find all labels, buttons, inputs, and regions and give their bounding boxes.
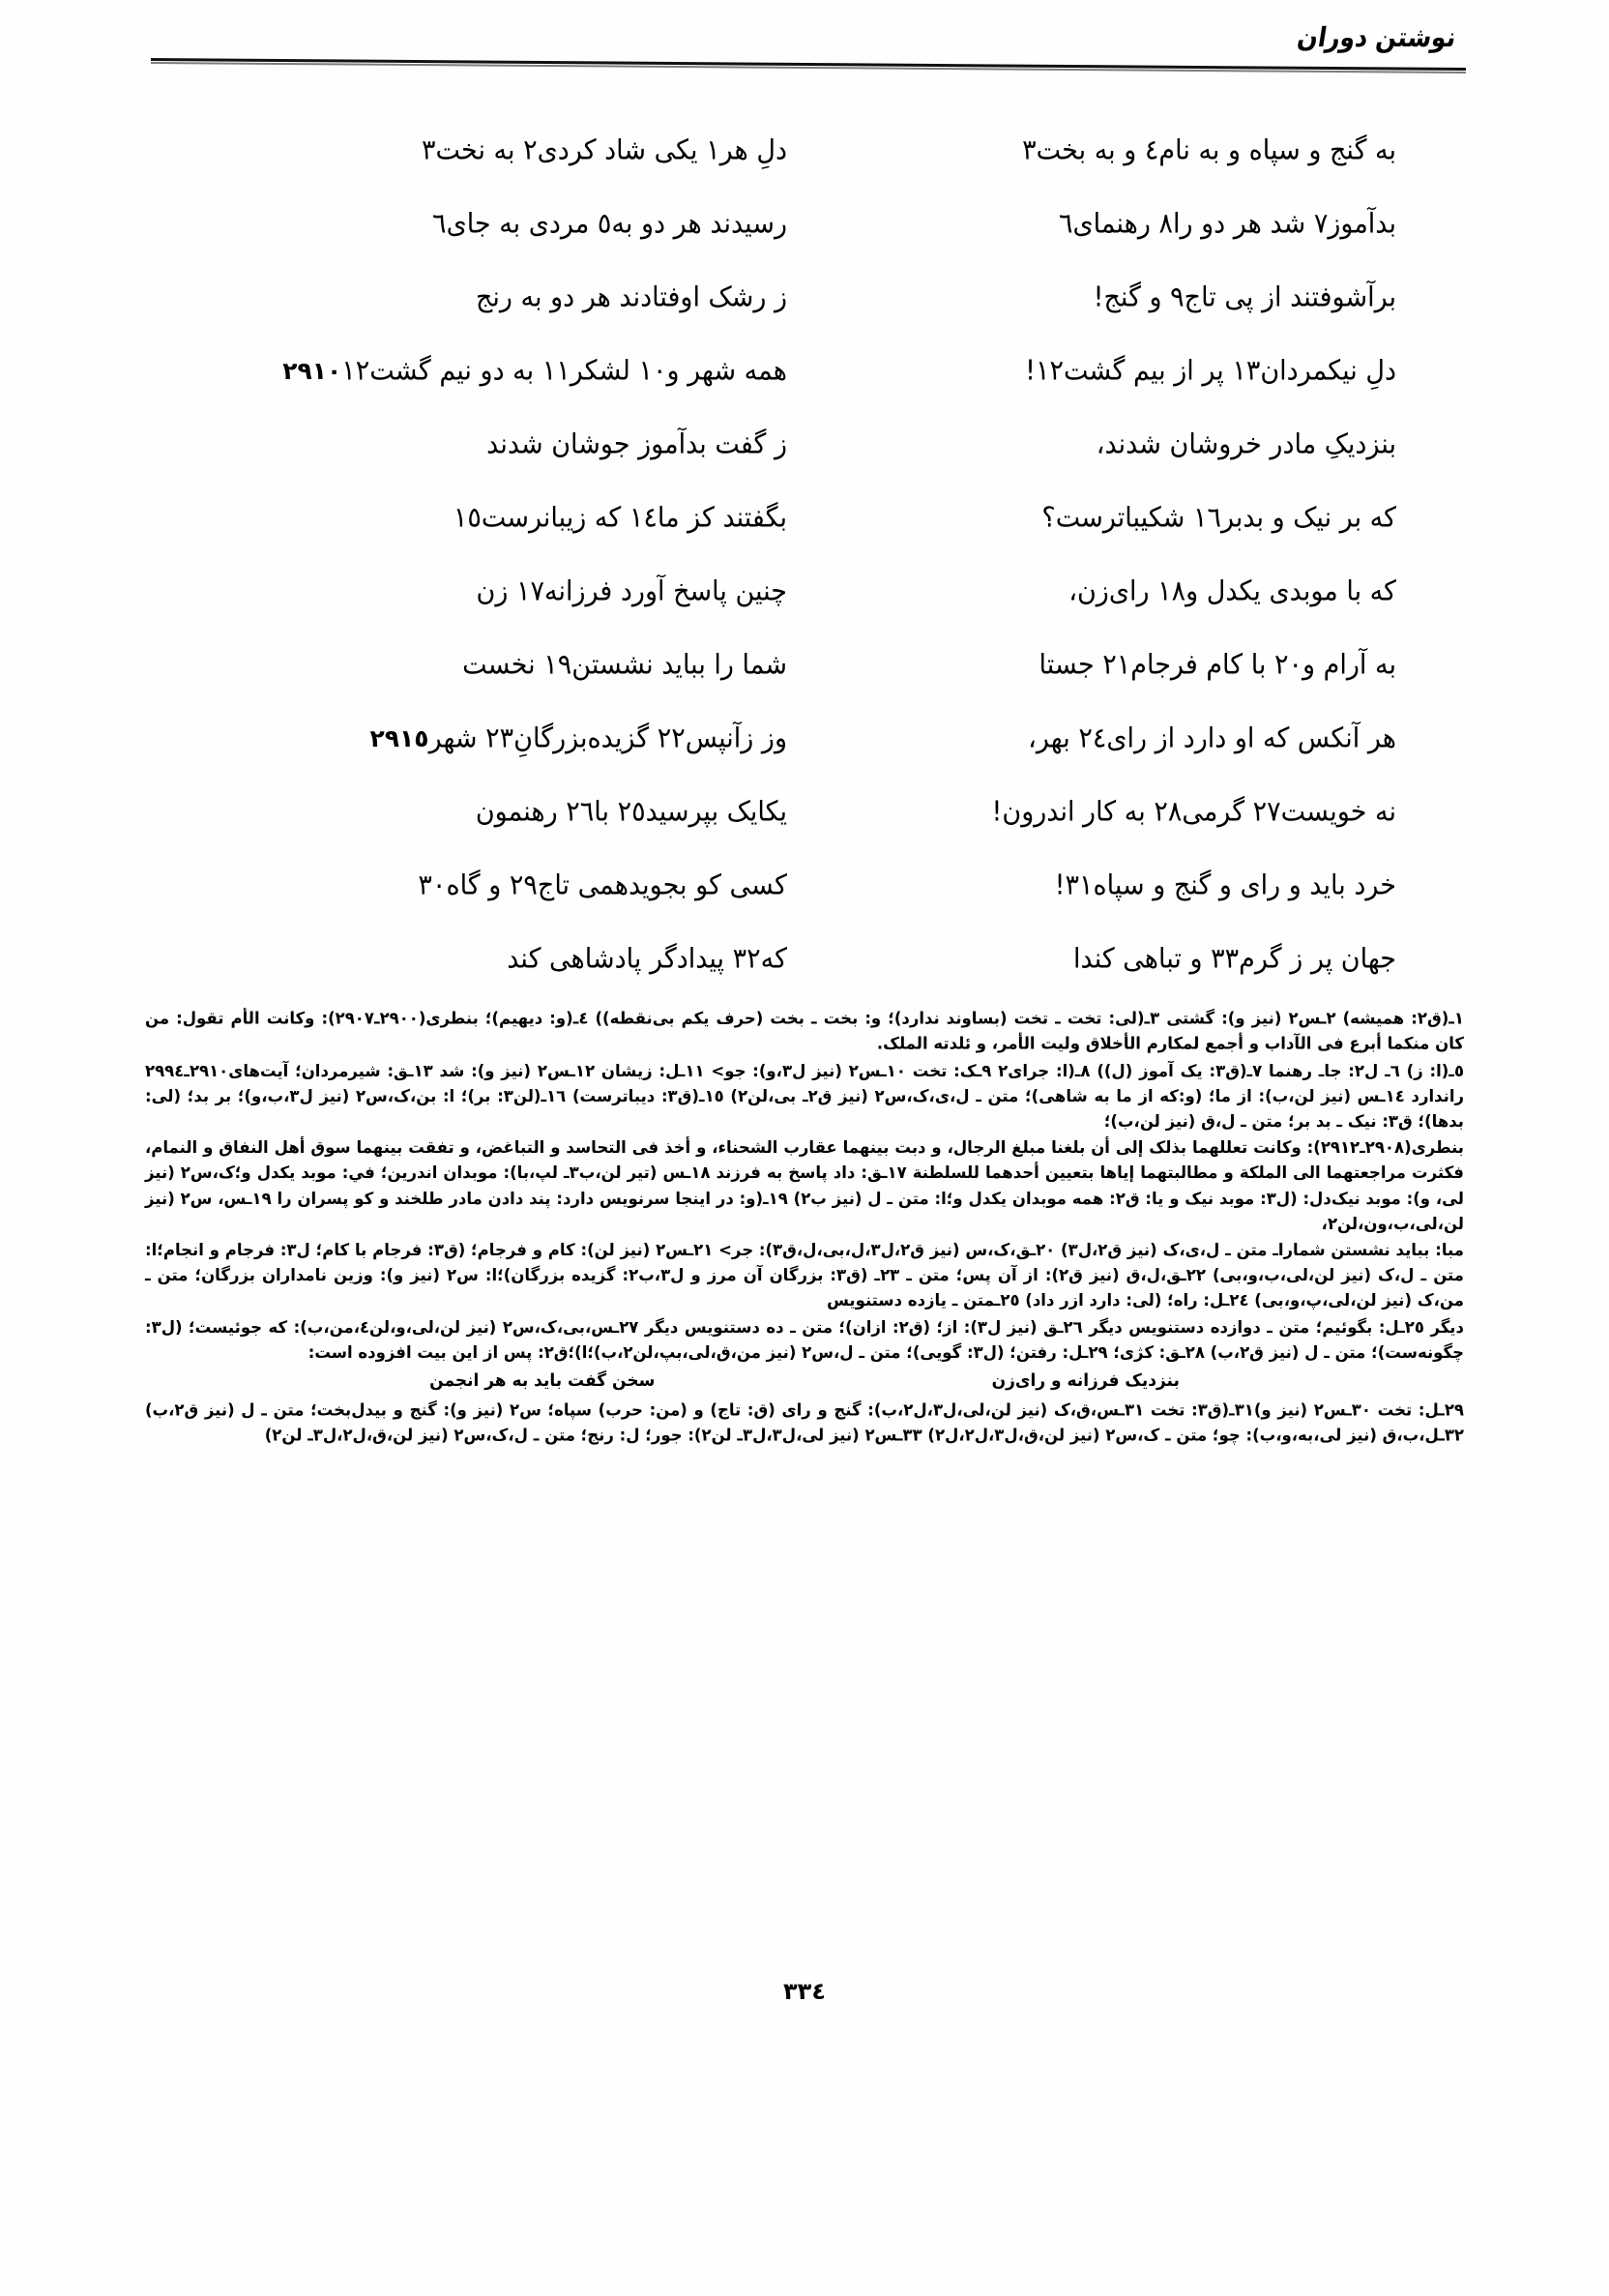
page-number: ٣٣٤: [783, 1978, 826, 2005]
hemistich-right-text: شما را بباید نشستن١٩ نخست: [462, 649, 787, 682]
hemistich-right: [184, 282, 804, 312]
apparatus-inserted-verse: [145, 1369, 1464, 1396]
inserted-verse-left: بنزدیک فرزانه و رای‌زن: [991, 1370, 1180, 1392]
hemistich-right-text: ز رشک اوفتادند هر دو به رنج: [475, 281, 787, 314]
hemistich-left: [804, 723, 1425, 753]
bayt-row: [184, 555, 1425, 629]
bayt-number: ٢٩١٠: [282, 357, 342, 386]
inserted-verse-right: سخن گفت باید به هر انجمن: [429, 1370, 656, 1392]
running-header: [0, 17, 1609, 77]
hemistich-right: [184, 135, 804, 165]
hemistich-right-text: دلِ هر١ یکی شاد کردی٢ به نخت٣: [422, 134, 787, 167]
hemistich-left: [804, 870, 1425, 900]
hemistich-right-text: یکایک بپرسید٢٥ با٢٦ رهنمون: [475, 796, 787, 829]
bayt-number: ٢٩١٥: [369, 724, 429, 753]
hemistich-right-text: بگفتند کز ما١٤ که زیبانرست١٥: [453, 502, 787, 535]
hemistich-right: [184, 797, 804, 827]
hemistich-right-text: وز زآنپس٢٢ گزیده‌بزرگانِ٢٣ شهر: [428, 722, 787, 755]
hemistich-right-text: رسیدند هر دو به٥ مردی به جای٦: [432, 208, 787, 241]
hemistich-left-text: بنزدیکِ مادر خروشان شدند،: [1096, 428, 1396, 461]
hemistich-left: [804, 650, 1425, 680]
bayt-row: [184, 188, 1425, 261]
apparatus-line: مبا: بباید نشستن شماراـ متن ـ ل،ی،ک (نیز ق٢،ل٣) ٢٠ـق،ک،س (نیز ق٢،ل٣،ل،بی،ل،ق٣): جر> ٢١ـس٢ (نیز لن): کام و فرجام؛ (ق٣: فرجام با کام؛ ل٣: فرجام و انجام؛ا: متن ـ ل،ک (نیز لن،لی،ب،و،بی) ٢٢ـق،ل،ق (نیز ق٢): از آن پس؛ متن ـ ٢٣ـ (ق٣: بزرگان آن مرز و ل٣،ب٢: گزیده بزرگان)؛ا: س٢ (نیز و): وزین نامداران بزرگان؛ متن ـ من،ک (نیز لن،لی،پ،و،بی) ٢٤ـل: راه؛ (لی: دارد ازر داد) ٢٥ـمتن ـ یازده دستنویس: [145, 1240, 1464, 1310]
bayt-row: [184, 776, 1425, 849]
verse-block: [184, 114, 1425, 996]
hemistich-right: [184, 944, 804, 974]
hemistich-right-text: چنین پاسخ آورد فرزانه١٧ زن: [476, 575, 787, 608]
hemistich-left-text: خرد باید و رای و گنج و سپاه٣١!: [1054, 869, 1396, 902]
hemistich-right-text: کسی کو بجویدهمی تاج٢٩ و گاه٣٠: [418, 869, 787, 902]
hemistich-right: [184, 870, 804, 900]
hemistich-left: [804, 209, 1425, 239]
hemistich-left: [804, 356, 1425, 386]
hemistich-right: [184, 650, 804, 680]
hemistich-left-text: هر آنکس که او دارد از رای٢٤ بهر،: [1028, 722, 1396, 755]
hemistich-right: [184, 723, 804, 753]
apparatus-line: بنطری(٢٩٠٨ـ٢٩١٢): وکانت تعللهما بذلک إلی أن بلغنا مبلغ الرجال، و دبت بینهما عقارب الشحناء، و أخذ فی التحاسد و التباغض، و تفقت بینهما سوق أهل النفاق و النمام، فکثرت مراجعتهما الی الملکة و مطالبتهما إیاها بتعیین أحدهما للسلطنة ١٧ـق: داد پاسخ به فرزند ١٨ـس (تیر لن،ب٣ـ لپ،با): موبدان اندرین؛ في: موبد یکدل و؛ک،س٢ (نیز لی، و): موبد نیک‌دل: (ل٣: موبد نیک و یا: ق٢: همه موبدان یکدل و؛ا: متن ـ ل (نیز ب٢) ١٩ـ(و: در اینجا سرنویس دارد: پند دادن مادر طلخند و کو پسران را ١٩ـس، س٢ (نیز لن،لی،ب،ون،لن٢،: [145, 1137, 1464, 1233]
bayt-row: [184, 482, 1425, 555]
hemistich-right-text: که٣٢ پیدادگر پادشاهی کند: [507, 943, 787, 976]
bayt-row: [184, 261, 1425, 335]
hemistich-left-text: به آرام و٢٠ با کام فرجام٢١ جستا: [1039, 649, 1396, 682]
bayt-row: [184, 849, 1425, 923]
hemistich-left: [804, 503, 1425, 533]
bayt-row: [184, 629, 1425, 702]
hemistich-left: [804, 944, 1425, 974]
bayt-row: [184, 335, 1425, 408]
critical-apparatus: [145, 1006, 1464, 1449]
hemistich-left-text: نه خویست٢٧ گرمی٢٨ به کار اندرون!: [991, 796, 1396, 829]
bayt-row: [184, 114, 1425, 188]
hemistich-right: [184, 209, 804, 239]
hemistich-left-text: برآشوفتند از پی تاج٩ و گنج!: [1093, 281, 1396, 314]
hemistich-right-text: ز گفت بدآموز جوشان شدند: [486, 428, 787, 461]
bayt-row: [184, 923, 1425, 996]
hemistich-left-text: دلِ نیکمردان١٣ پر از بیم گشت١٢!: [1025, 355, 1396, 388]
hemistich-left-text: به گنج و سپاه و به نام٤ و به بخت٣: [1022, 134, 1396, 167]
hemistich-left: [804, 282, 1425, 312]
hemistich-left-text: جهان پر ز گرم٣٣ و تباهی کندا: [1073, 943, 1396, 976]
running-header-title: نوشتن دوران: [1295, 21, 1459, 53]
hemistich-right: [184, 356, 804, 386]
hemistich-left-text: که بر نیک و بدبر١٦ شکیباترست؟: [1041, 502, 1396, 535]
hemistich-left: [804, 576, 1425, 606]
hemistich-right: [184, 576, 804, 606]
hemistich-right: [184, 429, 804, 459]
hemistich-left: [804, 429, 1425, 459]
bayt-row: [184, 408, 1425, 482]
apparatus-line: ٥ـ(ا: ز) ٦ـ ل٢: جاـ رهنما ٧ـ(ق٣: یک آموز (ل)) ٨ـ(ا: جرای٢ ٩ـک: تخت ١٠ـس٢ (نیز ل٣،و): جو> ١١ـل: زیشان ١٢ـس٢ (نیز و): شد ١٣ـق: شیرمردان؛ آیت‌های٢٩١٠ـ٢٩٩٤ راندارد ١٤ـس (نیز لن،ب): از ما؛ (و:که از ما به شاهی)؛ متن ـ ل،ی،ک،س٢ (نیز ق٢ـ بی،لن٢) ١٥ـ(ق٣: دیباترست) ١٦ـ(لن٣: بر)؛ ا: بن،ک،س٢ (نیز ل٣،ب،و)؛ بر بد؛ (لی: بدها)؛ ق٣: نیک ـ بد بر؛ متن ـ ل،ق (نیز لن،ب)؛: [145, 1060, 1465, 1131]
bayt-row: [184, 702, 1425, 776]
hemistich-left: [804, 797, 1425, 827]
hemistich-right-text: همه شهر و١٠ لشکر١١ به دو نیم گشت١٢: [341, 355, 787, 388]
hemistich-right: [184, 503, 804, 533]
apparatus-line: ٢٩ـل: تخت ٣٠ـس٢ (نیز و)٣١ـ(ق٣: تخت ٣١ـس،ق،ک (نیز لن،لی،ل٣،ل٢،ب): گنج و رای (ق: تاج) و (من: حرب) سپاه؛ س٢ (نیز و): گنج و بیدل‌بخت؛ متن ـ ل (نیز ق٢،ب) ٣٢ـل،ب،ق (نیز لی،به،و،ب): چو؛ متن ـ ک،س٢ (نیز لن،ق،ل٣،ل٢،ل٢) ٣٣ـس٢ (نیز لی،ل٣،ل٣ـ لن٢): جور؛ ل: رنج؛ متن ـ ل،ک،س٢ (نیز لن،ق،ل٢،ل٣ـ لن٢): [145, 1399, 1464, 1445]
header-rule: [151, 58, 1466, 71]
hemistich-left: [804, 135, 1425, 165]
hemistich-left-text: بدآموز٧ شد هر دو را٨ رهنمای٦: [1058, 208, 1396, 241]
hemistich-left-text: که با موبدی یکدل و١٨ رای‌زن،: [1068, 575, 1396, 608]
apparatus-line: ١ـ(ق٢: همیشه) ٢ـس٢ (نیز و): گشتی ٣ـ(لی: تخت ـ تخت (بساوند ندارد)؛ و: بخت ـ بخت (حرف یکم بی‌نقطه)) ٤ـ(و: دیهیم)؛ بنطری(٢٩٠٠ـ٢٩٠٧): وکانت الأم تقول: من کان منکما أبرع فی الآداب و أجمع لمکارم الأخلاق ولیت الأمر، و ئلدته الملک.: [145, 1009, 1464, 1053]
apparatus-line: دیگر ٢٥ـل: بگوئیم؛ متن ـ دوازده دستنویس دیگر ٢٦ـق (نیز ل٣): از؛ (ق٢: ازان)؛ متن ـ ده دستنویس دیگر ٢٧ـس،بی،ک،س٢ (نیز لن،لی،و،لن٤،من،ب): که جوئیست؛ (ل٣: چگونه‌ست)؛ متن ـ ل (نیز ق٢،ب) ٢٨ـق: کژی؛ ٢٩ـل: رفتن؛ (ل٣: گویی)؛ متن ـ ل،س٢ (نیز من،ق،لی،بپ،لن٢،ب)؛ا)؛ق٢: پس از این بیت افزوده است:: [145, 1317, 1464, 1363]
